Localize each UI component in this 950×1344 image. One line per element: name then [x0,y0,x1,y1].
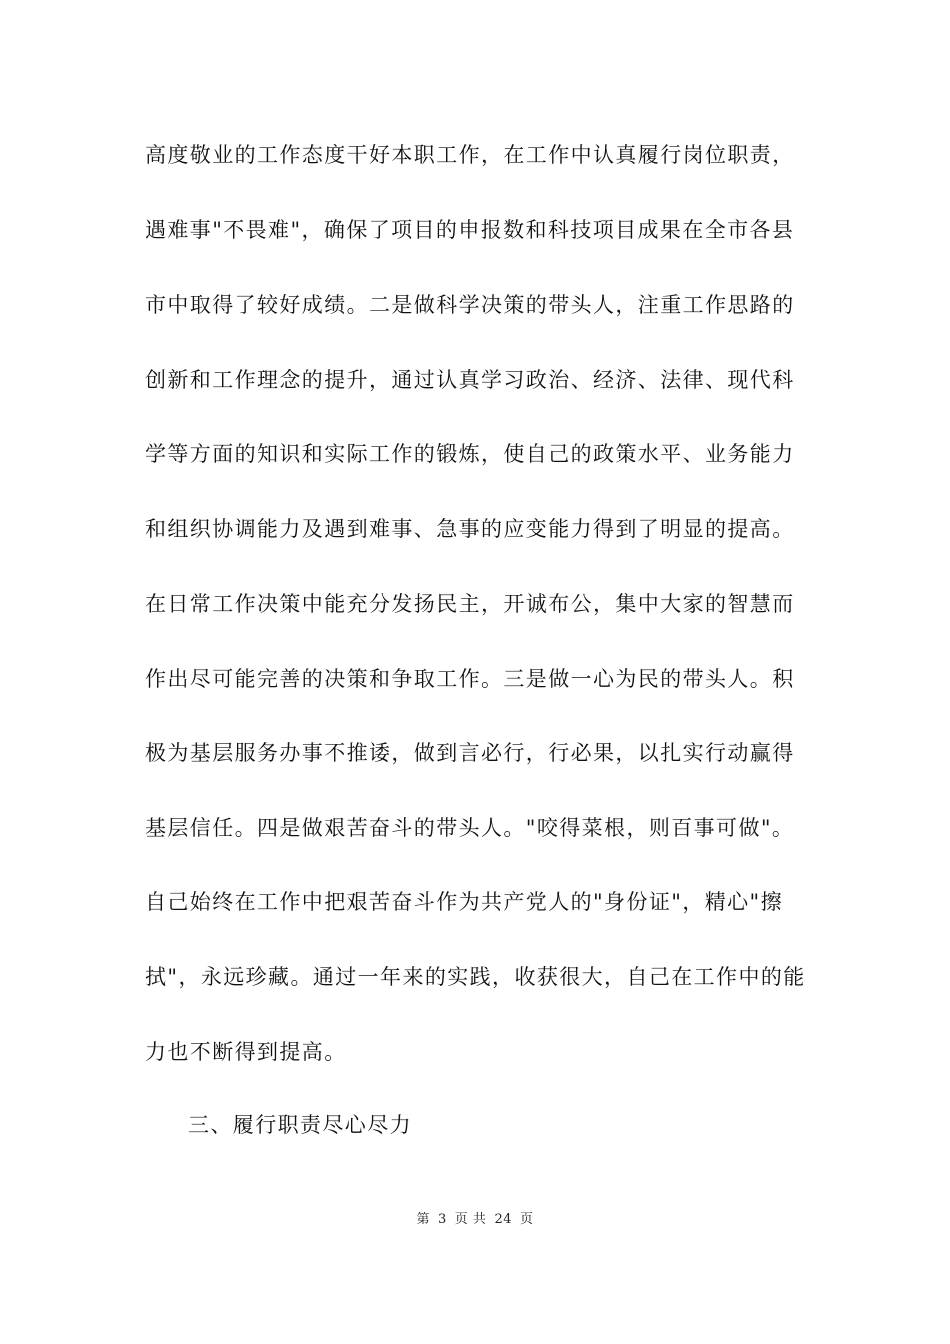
footer-prefix: 第 [416,1212,431,1227]
paragraph-line: 基层信任。四是做艰苦奋斗的带头人。"咬得菜根，则百事可做"。 [145,816,795,840]
paragraph-line: 自己始终在工作中把艰苦奋斗作为共产党人的"身份证"，精心"擦 [145,890,783,914]
paragraph-line: 创新和工作理念的提升，通过认真学习政治、经济、法律、现代科 [145,368,795,392]
paragraph-line: 市中取得了较好成绩。二是做科学决策的带头人，注重工作思路的 [145,293,795,317]
page-footer [0,1208,950,1227]
footer-current-page: 3 [438,1212,447,1227]
paragraph-line: 遇难事"不畏难"，确保了项目的申报数和科技项目成果在全市各县 [145,218,795,242]
paragraph-line: 作出尽可能完善的决策和争取工作。三是做一心为民的带头人。积 [145,667,795,691]
paragraph-line: 学等方面的知识和实际工作的锻炼，使自己的政策水平、业务能力 [145,442,795,466]
paragraph-line: 力也不断得到提高。 [145,1040,347,1064]
paragraph-line: 拭"，永远珍藏。通过一年来的实践，收获很大，自己在工作中的能 [145,965,806,989]
paragraph-line: 极为基层服务办事不推诿，做到言必行，行必果，以扎实行动赢得 [145,741,795,765]
footer-total-pages: 24 [494,1212,512,1227]
paragraph-line: 在日常工作决策中能充分发扬民主，开诚布公，集中大家的智慧而 [145,592,795,616]
paragraph-line: 高度敬业的工作态度干好本职工作，在工作中认真履行岗位职责， [145,143,795,167]
footer-mid: 页 共 [454,1212,487,1227]
footer-suffix: 页 [519,1212,534,1227]
paragraph-line: 和组织协调能力及遇到难事、急事的应变能力得到了明显的提高。 [145,517,795,541]
section-heading: 三、履行职责尽心尽力 [188,1113,412,1137]
